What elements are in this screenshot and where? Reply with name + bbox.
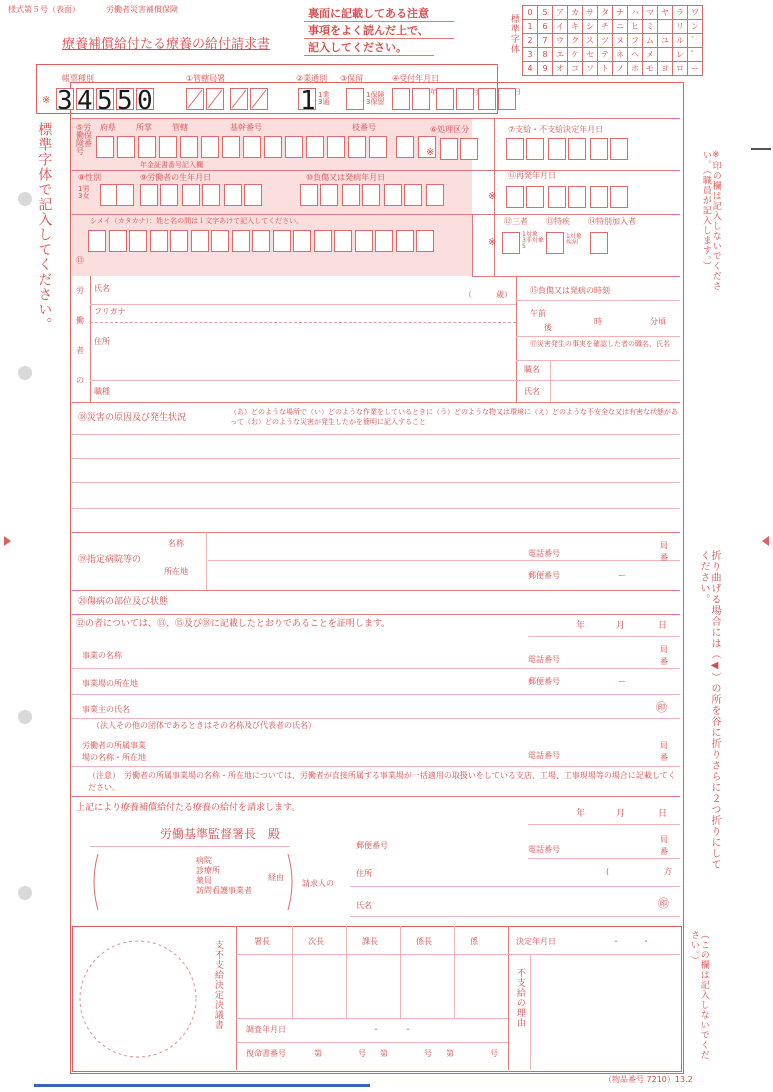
name-kana-cell-3[interactable]	[129, 230, 147, 252]
received-date-label: ④受付年月日	[392, 74, 440, 83]
confirmer-name-label: 氏名	[524, 387, 540, 396]
survey-date-label: 調査年月日	[246, 1025, 286, 1034]
side-label-right-2: 折り曲げる場合には（◀）の所を谷に折りさらに２つ折りにしてください。	[698, 550, 720, 870]
jurisdiction-label: ①管轄局署	[186, 74, 226, 83]
birth-cell-7[interactable]	[244, 184, 262, 206]
hospital-name-label: 名称	[168, 539, 184, 548]
approval-col-4: 係長	[416, 937, 432, 946]
reason-label: 不支給の理由	[514, 968, 525, 1028]
std-char-cell: ト	[598, 62, 613, 76]
certify-month: 月	[616, 621, 626, 631]
pay-date-cell-6[interactable]	[610, 138, 628, 160]
std-char-cell: エ	[553, 48, 568, 62]
std-char-cell: ワ	[688, 6, 703, 20]
company-name-field[interactable]	[160, 646, 510, 666]
hospital-name-field[interactable]	[208, 536, 508, 558]
labor-ins-cell-4[interactable]	[159, 136, 177, 158]
sex-opts: 1男 3女	[78, 185, 90, 200]
branch-kyoku: 局	[660, 741, 668, 750]
worker-name-field[interactable]	[130, 280, 514, 300]
name-kana-cell-1[interactable]	[88, 230, 106, 252]
approval-col-5: 係	[470, 937, 478, 946]
birth-cell-3[interactable]	[160, 184, 178, 206]
std-char-cell: ウ	[553, 34, 568, 48]
sex-label: ⑧性別	[78, 173, 102, 182]
certify-day: 日	[658, 621, 668, 631]
hospital-label: ⑲指定病院等の	[78, 555, 142, 565]
hospital-postal-dash: ー	[618, 571, 626, 580]
decision-dot-2: ・	[642, 937, 650, 946]
std-char-cell: ス	[583, 34, 598, 48]
std-chars-label: 標準字体	[508, 14, 519, 54]
std-char-cell: ゜	[688, 48, 703, 62]
worker-address-label: 住所	[94, 337, 110, 346]
std-char-cell: ケ	[568, 48, 583, 62]
name-kana-cell-13[interactable]	[334, 230, 352, 252]
std-char-cell: ハ	[628, 6, 643, 20]
hospital-tel-label: 電話番号	[528, 549, 560, 558]
std-char-cell: 7	[538, 34, 553, 48]
std-char-cell: フ	[628, 34, 643, 48]
std-char-cell: ヘ	[628, 48, 643, 62]
doc-no-go: 号	[358, 1049, 366, 1058]
punch-hole	[18, 710, 32, 724]
claimant-kata: 方	[664, 867, 672, 876]
recurrence-cell-1[interactable]	[506, 186, 524, 208]
std-char-cell: ム	[643, 34, 658, 48]
insurance-name: 労働者災害補償保険	[106, 5, 178, 14]
claimant-ban: 番	[660, 847, 668, 856]
approval-col-2: 次長	[308, 937, 324, 946]
std-char-cell: モ	[643, 62, 658, 76]
name-kana-cell-11[interactable]	[293, 230, 311, 252]
cause-instruction: （あ）どのような場所で（い）どのような作業をしているときに（う）どのような物又は環境に（え）どのような不安全な又は有害な状態があって（お）どのような災害が発生したかを簡明に記入すること	[230, 408, 678, 426]
request-text: 上記により療養補償給付たる療養の給付を請求します。	[76, 803, 301, 813]
pay-date-cell-4[interactable]	[568, 138, 586, 160]
insurance-hold-cell[interactable]	[346, 88, 364, 110]
standard-chars-table	[522, 5, 703, 76]
claimant-paren-open: (	[606, 867, 610, 876]
approval-col-divider	[454, 926, 455, 1018]
claimant-address-field[interactable]	[380, 862, 650, 884]
side-label-right-3: （この欄は記入しないでください。）	[688, 930, 709, 1060]
form-type-digit: 0	[137, 86, 153, 116]
std-char-cell: オ	[553, 62, 568, 76]
labor-ins-cell-11[interactable]	[306, 136, 324, 158]
name-kana-cell-5[interactable]	[170, 230, 188, 252]
hospital-type-bracket	[88, 852, 298, 912]
std-char-cell: イ	[553, 20, 568, 34]
injury-part-label: ⑳傷病の部位及び状態	[78, 597, 169, 607]
labor-ins-cell-9[interactable]	[264, 136, 282, 158]
labor-ins-cell-3[interactable]	[138, 136, 156, 158]
std-char-cell: 4	[523, 62, 538, 76]
name-kana-cell-17[interactable]	[416, 230, 434, 252]
labor-ins-cell-2[interactable]	[117, 136, 135, 158]
std-char-cell: シ	[583, 20, 598, 34]
corp-note: （法人その他の団体であるときはその名称及び代表者の氏名）	[92, 721, 316, 730]
std-char-cell: ル	[673, 34, 688, 48]
pension-label: 年金証書番号記入欄	[140, 161, 203, 169]
injury-date-cell-6[interactable]	[404, 184, 422, 206]
std-char-cell: ヌ	[613, 34, 628, 48]
claimant-postal-label: 郵便番号	[356, 841, 388, 850]
received-month: 月	[472, 88, 479, 96]
branch-tel-label: 電話番号	[528, 751, 560, 760]
certify-postal-dash: ー	[618, 677, 626, 686]
name-kana-cell-6[interactable]	[191, 230, 209, 252]
std-char-cell: 1	[523, 20, 538, 34]
std-char-cell: チ	[598, 20, 613, 34]
pay-date-cell-5[interactable]	[590, 138, 608, 160]
birth-cell-6[interactable]	[224, 184, 242, 206]
std-char-cell: レ	[673, 48, 688, 62]
std-char-cell: タ	[598, 6, 613, 20]
injury-date-cell-2[interactable]	[320, 184, 338, 206]
std-char-cell: ヨ	[658, 62, 673, 76]
birth-date-label: ⑨労働者の生年月日	[140, 173, 212, 182]
birth-cell-4[interactable]	[182, 184, 200, 206]
jurisdiction-slashes	[186, 88, 276, 110]
name-kana-cell-12[interactable]	[314, 230, 332, 252]
std-char-cell: 2	[523, 34, 538, 48]
std-char-cell: ヒ	[628, 20, 643, 34]
hour-label: 時	[594, 317, 602, 326]
received-day: 日	[514, 88, 521, 96]
claimant-label: 請求人の	[302, 879, 334, 888]
std-char-cell: コ	[568, 62, 583, 76]
doc-no-go: 号	[490, 1049, 498, 1058]
via-label: 経由	[268, 873, 284, 882]
special-join-label: ⑭特別加入者	[588, 217, 636, 226]
processing-cell-2[interactable]	[460, 138, 478, 160]
insurance-hold-label: ③保留	[340, 74, 364, 83]
std-char-cell: 3	[523, 48, 538, 62]
business-type-value: 1	[300, 86, 316, 116]
third-party-cell[interactable]	[502, 232, 520, 254]
std-char-cell: 0	[523, 6, 538, 20]
form-type-digit: 5	[97, 86, 113, 116]
std-char-cell: ヤ	[658, 6, 673, 20]
form-type-digit: 3	[57, 86, 73, 116]
recurrence-cell-4[interactable]	[568, 186, 586, 208]
std-char-cell: ホ	[628, 62, 643, 76]
injury-date-cell-3[interactable]	[342, 184, 360, 206]
std-char-cell: ロ	[673, 62, 688, 76]
company-addr-label: 事業場の所在地	[82, 679, 138, 688]
worker-section-label: ⑬労働者の	[76, 256, 84, 385]
claimant-name-label: 氏名	[356, 901, 372, 910]
std-char-cell: ネ	[613, 48, 628, 62]
labor-ins-col-1: 府県	[100, 123, 116, 132]
third-asterisk: ※	[488, 237, 497, 248]
decision-dot-1: ・	[612, 937, 620, 946]
am-label: 午前	[530, 309, 546, 318]
worker-kana-label: フリガナ	[94, 307, 126, 316]
hospital-address-label: 所在地	[164, 567, 188, 576]
doc-no-label: 復命書番号	[246, 1049, 286, 1058]
std-char-cell: セ	[583, 48, 598, 62]
employer-label: 事業主の氏名	[82, 705, 130, 714]
certify-year: 年	[576, 621, 586, 631]
pay-date-cell-2[interactable]	[526, 138, 544, 160]
business-type-opts: 1業 3通	[318, 91, 330, 106]
labor-ins-cell-13[interactable]	[348, 136, 366, 158]
name-kana-cell-10[interactable]	[273, 230, 291, 252]
side-label-right-1: ※印の欄は記入しないでください。（職員が記入します。）	[700, 150, 721, 291]
branch-label-1: 労働者の所属事業	[82, 741, 146, 750]
std-char-cell: ク	[568, 34, 583, 48]
company-name-label: 事業の名称	[82, 651, 122, 660]
pm-label: 後	[544, 323, 552, 332]
recurrence-cell-6[interactable]	[610, 186, 628, 208]
claimant-address-label: 住所	[356, 869, 372, 878]
hospital-address-field[interactable]	[208, 562, 508, 584]
third-party-label: ⑫三者	[504, 217, 528, 226]
received-cell-1[interactable]	[392, 88, 410, 110]
special-join-cell[interactable]	[590, 232, 608, 254]
punch-hole	[18, 366, 32, 380]
labor-ins-col-4: 基幹番号	[230, 123, 262, 132]
labor-ins-cell-1[interactable]	[96, 136, 114, 158]
injury-date-cell-4[interactable]	[362, 184, 380, 206]
certify-note: （注意） 労働者の所属事業場の名称・所在地については、労働者が直接所属する事業場が一括適用の取扱いをしている支店、工場、工事現場等の場合に記載してください。	[88, 771, 676, 792]
pay-date-cell-3[interactable]	[548, 138, 566, 160]
std-char-cell: ラ	[673, 6, 688, 20]
std-char-cell	[658, 20, 673, 34]
std-char-cell: マ	[643, 6, 658, 20]
doc-no-dai: 第	[446, 1049, 454, 1058]
processing-label: ⑥処理区分	[430, 125, 470, 134]
request-year: 年	[576, 809, 586, 819]
name-kana-cell-2[interactable]	[109, 230, 127, 252]
hospital-types: 病院 診療所 薬局 訪問看護事業者	[196, 856, 252, 895]
labor-ins-cell-15[interactable]	[396, 136, 414, 158]
form-type-asterisk: ※	[42, 95, 51, 106]
labor-ins-cell-14[interactable]	[369, 136, 387, 158]
labor-ins-cell-6[interactable]	[201, 136, 219, 158]
approval-vert-label: 支不支給決定決議書	[212, 940, 223, 1030]
special-disease-opts: 1対象 疾病	[566, 233, 582, 246]
std-char-cell: テ	[598, 48, 613, 62]
company-addr-field[interactable]	[160, 674, 510, 694]
approval-col-1: 署長	[254, 937, 270, 946]
certify-kyoku: 局	[660, 645, 668, 654]
received-cell-3[interactable]	[436, 88, 454, 110]
page-title: 療養補償給付たる療養の給付請求書	[62, 37, 271, 52]
labor-ins-col-2: 所掌	[136, 123, 152, 132]
birth-cell-2[interactable]	[140, 184, 158, 206]
name-kana-cell-9[interactable]	[252, 230, 270, 252]
name-kana-cell-14[interactable]	[355, 230, 373, 252]
received-cell-2[interactable]	[412, 88, 430, 110]
name-kana-cell-4[interactable]	[150, 230, 168, 252]
name-kana-cell-15[interactable]	[375, 230, 393, 252]
std-char-cell: ニ	[613, 20, 628, 34]
fold-marker-right	[762, 536, 769, 546]
survey-date-dots: ・ ・	[372, 1025, 412, 1034]
certify-tel-label: 電話番号	[528, 655, 560, 664]
std-char-cell: リ	[673, 20, 688, 34]
labor-ins-col-3: 管轄	[172, 123, 188, 132]
std-char-cell: ノ	[613, 62, 628, 76]
labor-ins-cell-7[interactable]	[222, 136, 240, 158]
form-type-digit: 5	[117, 86, 133, 116]
std-char-cell: サ	[583, 6, 598, 20]
notice-line3: 記入してください。	[308, 41, 407, 54]
worker-age-label: （ 歳）	[464, 290, 512, 299]
business-type-label: ②業通別	[296, 74, 328, 83]
pay-decision-label: ⑦支給・不支給決定年月日	[508, 125, 604, 134]
certify-postal-label: 郵便番号	[528, 677, 560, 686]
injury-time-label: ⑮負傷又は発病の時刻	[530, 286, 610, 295]
labor-ins-no-label: ⑤労働保険番号	[76, 123, 92, 156]
std-char-cell: 8	[538, 48, 553, 62]
certify-ban: 番	[660, 657, 668, 666]
punch-hole	[18, 886, 32, 900]
claimant-tel-label: 電話番号	[528, 845, 560, 854]
std-char-cell: ユ	[658, 34, 673, 48]
received-cell-5[interactable]	[478, 88, 496, 110]
injury-date-cell-7[interactable]	[426, 184, 444, 206]
birth-cell-5[interactable]	[202, 184, 220, 206]
injury-date-label: ⑩負傷又は発病年月日	[306, 173, 386, 182]
branch-label-2: 場の名称・所在地	[82, 753, 146, 762]
employer-seal: ㊞	[656, 701, 667, 714]
worker-address-field[interactable]	[130, 330, 514, 370]
recurrence-asterisk: ※	[488, 191, 497, 202]
name-kana-cell-7[interactable]	[211, 230, 229, 252]
labor-ins-col-5: 枝番号	[352, 123, 376, 132]
name-kana-cell-16[interactable]	[396, 230, 414, 252]
claimant-seal: ㊞	[658, 897, 669, 910]
worker-job-label: 職種	[94, 387, 110, 396]
std-char-cell	[658, 48, 673, 62]
labor-ins-cell-10[interactable]	[285, 136, 303, 158]
injury-date-cell-5[interactable]	[384, 184, 402, 206]
birth-cell-1[interactable]	[116, 184, 134, 206]
hospital-ban: 番	[660, 553, 668, 562]
form-type-digit: 4	[77, 86, 93, 116]
recurrence-cell-5[interactable]	[590, 186, 608, 208]
std-char-cell: 9	[538, 62, 553, 76]
branch-ban: 番	[660, 753, 668, 762]
labor-ins-cell-12[interactable]	[327, 136, 345, 158]
decision-date-label: 決定年月日	[516, 937, 556, 946]
std-char-cell: ナ	[613, 6, 628, 20]
labor-ins-cell-5[interactable]	[180, 136, 198, 158]
injury-part-field[interactable]	[230, 594, 676, 612]
cause-label: ⑱災害の原因及び発生状況	[78, 413, 187, 423]
hospital-kyoku: 局	[660, 541, 668, 550]
notice-line1: 裏面に記載してある注意	[308, 7, 429, 20]
approval-col-divider	[400, 926, 401, 1018]
approval-col-divider	[346, 926, 347, 1018]
hospital-postal-label: 郵便番号	[528, 571, 560, 580]
form-number: 様式第５号（表面）	[8, 5, 80, 14]
worker-name-label: 氏名	[94, 284, 110, 293]
processing-asterisk: ※	[426, 147, 435, 158]
request-month: 月	[616, 809, 626, 819]
std-char-cell: ゛	[688, 34, 703, 48]
doc-no-dai: 第	[314, 1049, 322, 1058]
injury-date-cell-1[interactable]	[300, 184, 318, 206]
special-disease-label: ⑬特疾	[546, 217, 570, 226]
stamp-circle	[78, 934, 198, 1064]
confirmer-title-label: 職名	[524, 365, 540, 374]
form-type-label: 帳票種別	[62, 74, 94, 83]
approval-col-3: 課長	[362, 937, 378, 946]
insurance-hold-opts: 1保険 3保留	[366, 91, 385, 106]
recurrence-cell-3[interactable]	[548, 186, 566, 208]
std-char-cell: ツ	[598, 34, 613, 48]
claimant-kyoku: 局	[660, 835, 668, 844]
approval-col-divider	[292, 926, 293, 1018]
request-day: 日	[658, 809, 668, 819]
labor-ins-cell-8[interactable]	[243, 136, 261, 158]
claimant-name-field[interactable]	[380, 894, 650, 916]
branch-field[interactable]	[170, 740, 510, 764]
side-label-left: 標準字体で記入してください。	[36, 122, 53, 332]
pay-date-cell-1[interactable]	[506, 138, 524, 160]
fold-marker-left	[4, 536, 11, 546]
recurrence-cell-2[interactable]	[526, 186, 544, 208]
notice-line2: 事項をよく読んだ上で、	[308, 24, 429, 37]
confirmer-label: ⑰災害発生の事実を確認した者の職名、氏名	[530, 340, 670, 348]
item-number: （物品番号 7210）13.2	[604, 1075, 693, 1084]
std-char-cell: ン	[688, 20, 703, 34]
chief-label: 労働基準監督署長 殿	[160, 827, 281, 841]
name-kana-instruction: シメイ（カタカナ）：姓と名の間は１文字あけて記入してください。	[90, 217, 304, 225]
std-char-cell: ー	[688, 62, 703, 76]
std-char-cell: キ	[568, 20, 583, 34]
employer-field[interactable]	[160, 700, 650, 720]
punch-hole	[18, 192, 32, 206]
doc-no-go: 号	[424, 1049, 432, 1058]
std-char-cell: 6	[538, 20, 553, 34]
third-party-opts: 1対象 3非対象 5	[522, 231, 544, 250]
std-char-cell: ア	[553, 6, 568, 20]
recurrence-label: ⑪再発年月日	[508, 171, 556, 180]
std-char-cell: ミ	[643, 20, 658, 34]
special-disease-cell[interactable]	[546, 232, 564, 254]
std-char-cell: ソ	[583, 62, 598, 76]
std-char-cell: メ	[643, 48, 658, 62]
received-year: 年	[430, 88, 437, 96]
certify-text: ⑫の者については、⑬、⑮及び⑱に記載したとおりであることを証明します。	[76, 619, 391, 629]
processing-cell-1[interactable]	[440, 138, 458, 160]
doc-no-dai: 第	[380, 1049, 388, 1058]
std-char-cell: 5	[538, 6, 553, 20]
std-char-cell: カ	[568, 6, 583, 20]
name-kana-cell-8[interactable]	[232, 230, 250, 252]
minute-label: 分頃	[650, 317, 666, 326]
